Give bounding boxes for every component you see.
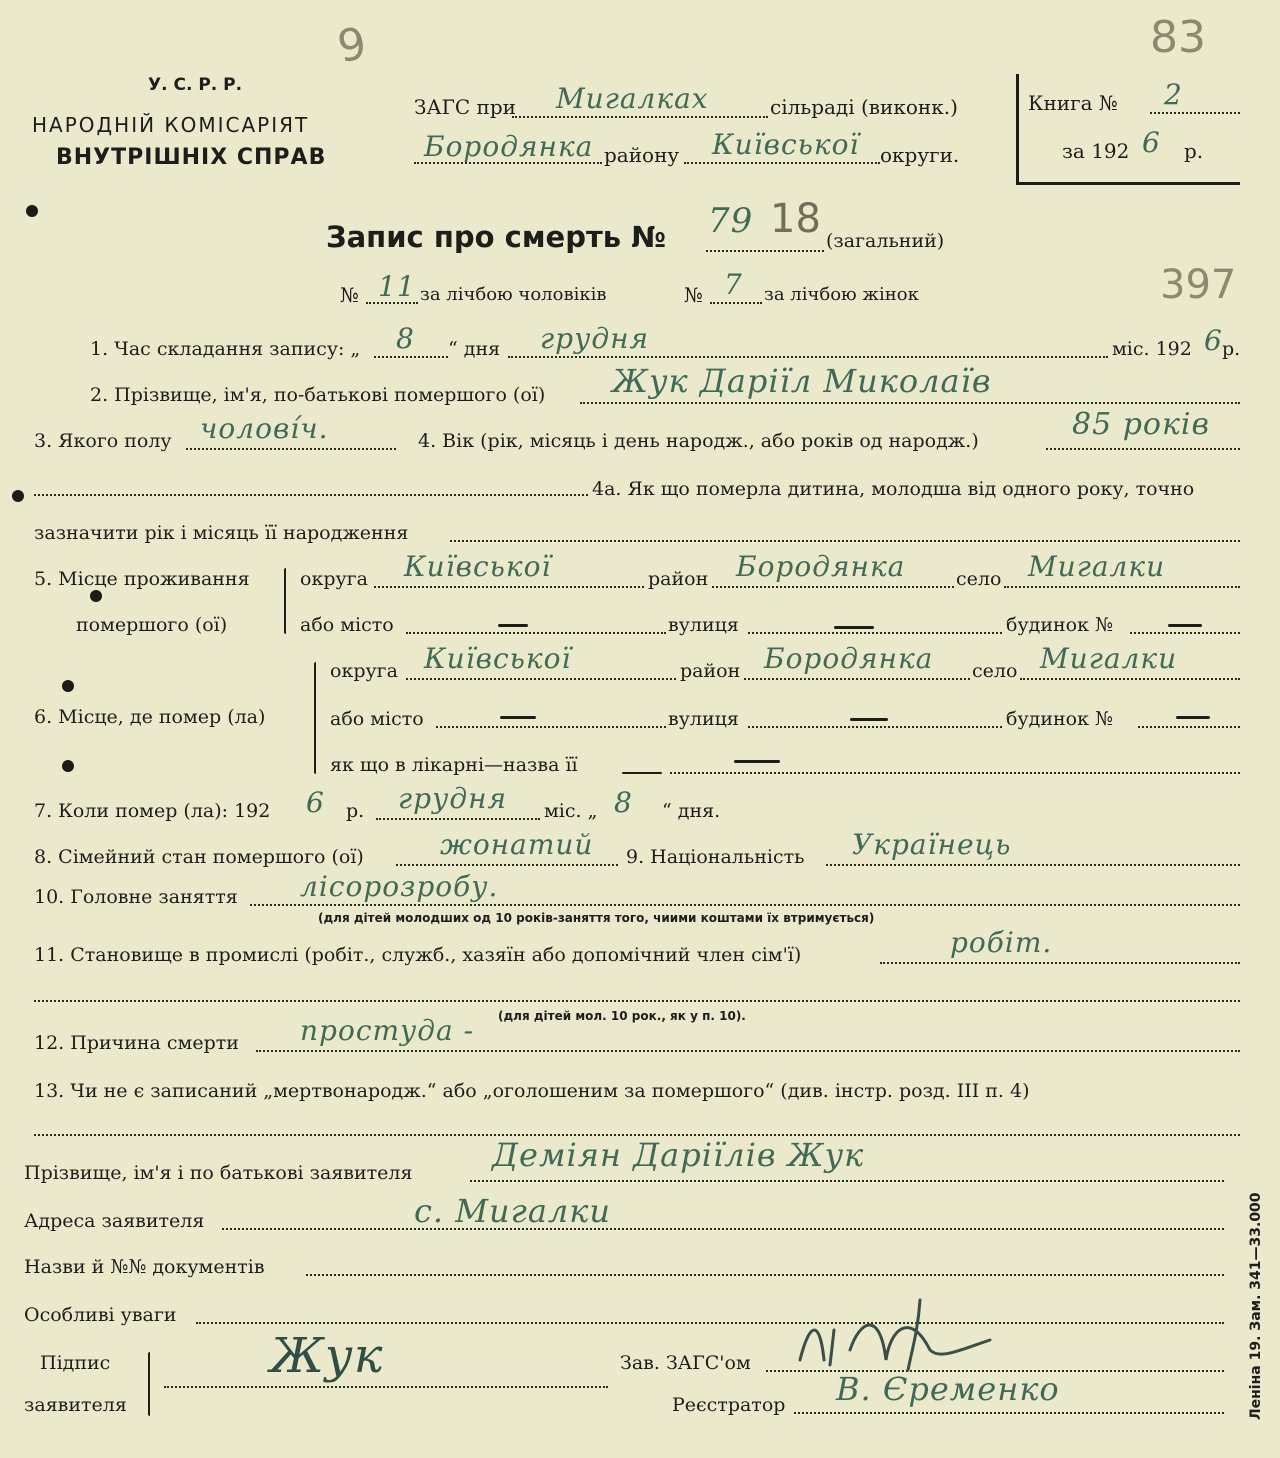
field7-dnia: “ дня. <box>662 800 721 822</box>
field10-label: 10. Головне заняття <box>34 886 238 908</box>
field10-note: (для дітей молодших од 10 років-заняття того, чиими коштами їх втримується) <box>318 911 875 925</box>
field1-mis: міс. 192 <box>1112 338 1192 360</box>
field7-mis: міс. „ <box>544 800 598 822</box>
book-number: 2 <box>1164 78 1183 111</box>
field5-vul-dash <box>834 626 874 629</box>
zags-line <box>512 116 768 118</box>
field4a-label: 4а. Як що померла дитина, молодша від одного року, точно <box>592 478 1195 500</box>
binder-hole-mark <box>26 205 38 217</box>
field9-value: Українець <box>852 828 1012 861</box>
field5-misto-dash <box>498 624 528 627</box>
field4-line <box>1046 448 1240 450</box>
field6-bud-dash <box>1176 716 1210 719</box>
field5-rayon-line <box>712 586 954 588</box>
field8-line <box>396 864 618 866</box>
pencil-number-top: 9 <box>333 17 371 74</box>
zags-value: Мигалках <box>556 82 709 115</box>
binder-hole-mark <box>90 590 102 602</box>
field5-bud-line <box>1130 632 1240 634</box>
field7-day: 8 <box>614 786 633 819</box>
field2-value: Жук Даріїл Миколаїв <box>612 362 992 400</box>
field2-line <box>580 402 1240 404</box>
field7-r: р. <box>346 800 365 822</box>
applicant-sign-label1: Підпис <box>40 1352 111 1374</box>
field7-year: 6 <box>306 786 325 819</box>
record-number: 79 <box>708 201 754 241</box>
book-r: р. <box>1184 139 1204 163</box>
book-year-label: за 192 <box>1062 139 1130 163</box>
head-signature <box>790 1290 1000 1380</box>
field5-okruga-value: Київської <box>404 550 552 583</box>
book-year-digit: 6 <box>1142 126 1161 159</box>
record-title: Запис про смерть № <box>326 220 667 254</box>
field10-value: лісорозробу. <box>300 870 499 903</box>
field3-line <box>186 448 396 450</box>
record-number-line <box>706 250 824 252</box>
men-label: за лічбою чоловіків <box>420 284 607 305</box>
field5-label2: помершого (ої) <box>76 614 228 636</box>
binder-hole-mark <box>62 680 74 692</box>
field5-selo: село <box>956 568 1002 590</box>
field8-label: 8. Сімейний стан помершого (ої) <box>34 846 364 868</box>
field1-r: р. <box>1222 338 1241 360</box>
field1-year: 6 <box>1204 324 1223 357</box>
applicant-address-value: с. Мигалки <box>414 1192 611 1230</box>
field5-bud: будинок № <box>1006 614 1113 636</box>
field5-label1: 5. Місце проживання <box>34 568 250 590</box>
women-line <box>710 302 762 304</box>
book-label: Книга № <box>1028 91 1118 115</box>
field2-label: 2. Прізвище, ім'я, по-батькові помершого (ої) <box>90 384 546 406</box>
field3-label: 3. Якого полу <box>34 430 172 452</box>
okrug-value: Київської <box>712 128 860 161</box>
applicant-address-label: Адреса заявителя <box>24 1210 205 1232</box>
registrar-signature: В. Єременко <box>836 1370 1060 1408</box>
field12-label: 12. Причина смерти <box>34 1032 239 1054</box>
ussr-header: У. С. Р. Р. <box>148 75 243 95</box>
registrar-line <box>794 1412 1224 1414</box>
field6-label: 6. Місце, де помер (ла) <box>34 706 266 728</box>
field6-rayon-value: Бородянка <box>764 642 934 675</box>
field11-line <box>880 962 1240 964</box>
field5-rayon: район <box>648 568 709 590</box>
field5-selo-line <box>1004 586 1240 588</box>
field5-selo-value: Мигалки <box>1028 550 1166 583</box>
field6-vul-line <box>748 726 1002 728</box>
pencil-record-number: 397 <box>1160 262 1237 308</box>
field5-vul-line <box>748 632 1002 634</box>
rayon-value: Бородянка <box>424 130 594 163</box>
field1-month: грудня <box>540 322 650 355</box>
applicant-sign-label2: заявителя <box>24 1394 127 1416</box>
field5-misto-line <box>406 632 666 634</box>
silradi-label: сільраді (виконк.) <box>770 95 958 119</box>
applicant-notes-line <box>196 1322 1224 1324</box>
registrar-label: Реєстратор <box>672 1394 786 1416</box>
field9-label: 9. Національність <box>626 846 805 868</box>
field5-brace <box>284 568 286 634</box>
field7-month-line <box>376 818 540 820</box>
book-box-border <box>1016 182 1240 185</box>
applicant-signature: Жук <box>270 1328 384 1384</box>
field6-brace <box>314 662 316 774</box>
field1-day-line <box>374 356 448 358</box>
field6-likarnia-line <box>670 772 1240 774</box>
field6-rayon: район <box>680 660 741 682</box>
men-value: 11 <box>378 270 416 303</box>
zags-label: ЗАГС при <box>414 95 516 119</box>
field5-okruga: округа <box>300 568 368 590</box>
book-line <box>1150 112 1240 114</box>
women-label: за лічбою жінок <box>764 284 919 305</box>
applicant-docs-label: Назви й №№ документів <box>24 1256 265 1278</box>
field11-note: (для дітей мол. 10 рок., як у п. 10). <box>498 1009 746 1023</box>
field4a-line <box>34 494 588 496</box>
field3-value: чолові́ч. <box>200 412 329 445</box>
field6-selo: село <box>972 660 1018 682</box>
field5-rayon-value: Бородянка <box>736 550 906 583</box>
field6-selo-value: Мигалки <box>1040 642 1178 675</box>
binder-hole-mark <box>12 490 24 502</box>
applicant-sign-line <box>164 1386 608 1388</box>
field5-misto: або місто <box>300 614 394 636</box>
field10-line <box>250 904 1240 906</box>
field6-likarnia-value-dash <box>734 760 780 763</box>
internal-affairs-header: ВНУТРІШНІХ СПРАВ <box>56 145 327 170</box>
field7-month: грудня <box>398 782 508 815</box>
field6-misto-line <box>436 726 666 728</box>
field4-label: 4. Вік (рік, місяць і день народж., або років од народж.) <box>418 430 979 452</box>
field5-okruga-line <box>374 586 644 588</box>
okrug-line <box>684 162 880 164</box>
pencil-number-corner: 83 <box>1150 12 1206 63</box>
field11-line2 <box>34 1000 1240 1002</box>
women-no: № <box>684 283 703 307</box>
record-general: (загальний) <box>826 230 945 252</box>
men-no: № <box>340 283 359 307</box>
field12-value: простуда - <box>300 1014 475 1047</box>
field6-misto: або місто <box>330 708 424 730</box>
field6-selo-line <box>1020 678 1240 680</box>
field6-likarnia-dash <box>622 772 662 774</box>
women-value: 7 <box>724 268 743 301</box>
field6-vul-dash <box>850 718 888 721</box>
field9-line <box>826 864 1240 866</box>
field1-label: 1. Час складання запису: „ <box>90 338 361 360</box>
applicant-notes-label: Особливі уваги <box>24 1304 177 1326</box>
field7-label: 7. Коли помер (ла): 192 <box>34 800 271 822</box>
field4a-label2: зазначити рік і місяць її народження <box>34 522 409 544</box>
field1-quote: “ дня <box>448 338 501 360</box>
field1-day: 8 <box>396 322 415 355</box>
head-label: Зав. ЗАГС'ом <box>620 1352 751 1374</box>
field5-vul: вулиця <box>668 614 739 636</box>
field6-okruga-line <box>406 678 676 680</box>
field6-okruga-value: Київської <box>424 642 572 675</box>
field6-rayon-line <box>744 678 970 680</box>
applicant-sign-brace <box>148 1352 150 1416</box>
printer-imprint: Леніна 19. Зам. 341—33.000 <box>1248 1192 1264 1420</box>
field12-line <box>256 1050 1240 1052</box>
rayon-label: району <box>604 143 680 167</box>
applicant-name-value: Деміян Даріїлів Жук <box>492 1136 865 1174</box>
field6-vul: вулиця <box>668 708 739 730</box>
field1-month-line <box>508 356 1108 358</box>
applicant-name-label: Прізвище, ім'я і по батькові заявителя <box>24 1162 413 1184</box>
field6-likarnia: як що в лікарні—назва її <box>330 754 578 776</box>
field5-bud-dash <box>1168 624 1202 627</box>
field6-misto-dash <box>500 716 536 719</box>
field11-value: робіт. <box>950 926 1053 959</box>
record-number-extra: 18 <box>770 196 821 242</box>
applicant-name-line <box>470 1180 1224 1182</box>
field4-value: 85 років <box>1072 407 1210 442</box>
field8-value: жонатий <box>440 828 594 861</box>
commissariat-header: НАРОДНІЙ КОМІСАРІЯТ <box>32 113 310 137</box>
binder-hole-mark <box>62 760 74 772</box>
applicant-address-line <box>222 1228 1224 1230</box>
field11-label: 11. Становище в промислі (робіт., служб., хазяїн або допомічний член сім'ї) <box>34 944 802 966</box>
field4a-line2 <box>450 540 1240 542</box>
okrug-label: округи. <box>880 143 960 167</box>
applicant-docs-line <box>306 1274 1224 1276</box>
field6-bud-line <box>1138 726 1240 728</box>
field13-label: 13. Чи не є записаний „мертвонародж.“ або „оголошеним за помершого“ (див. інстр. розд. III п. 4) <box>34 1080 1030 1102</box>
field6-bud: будинок № <box>1006 708 1113 730</box>
field6-okruga: округа <box>330 660 398 682</box>
book-box-border <box>1016 74 1019 184</box>
